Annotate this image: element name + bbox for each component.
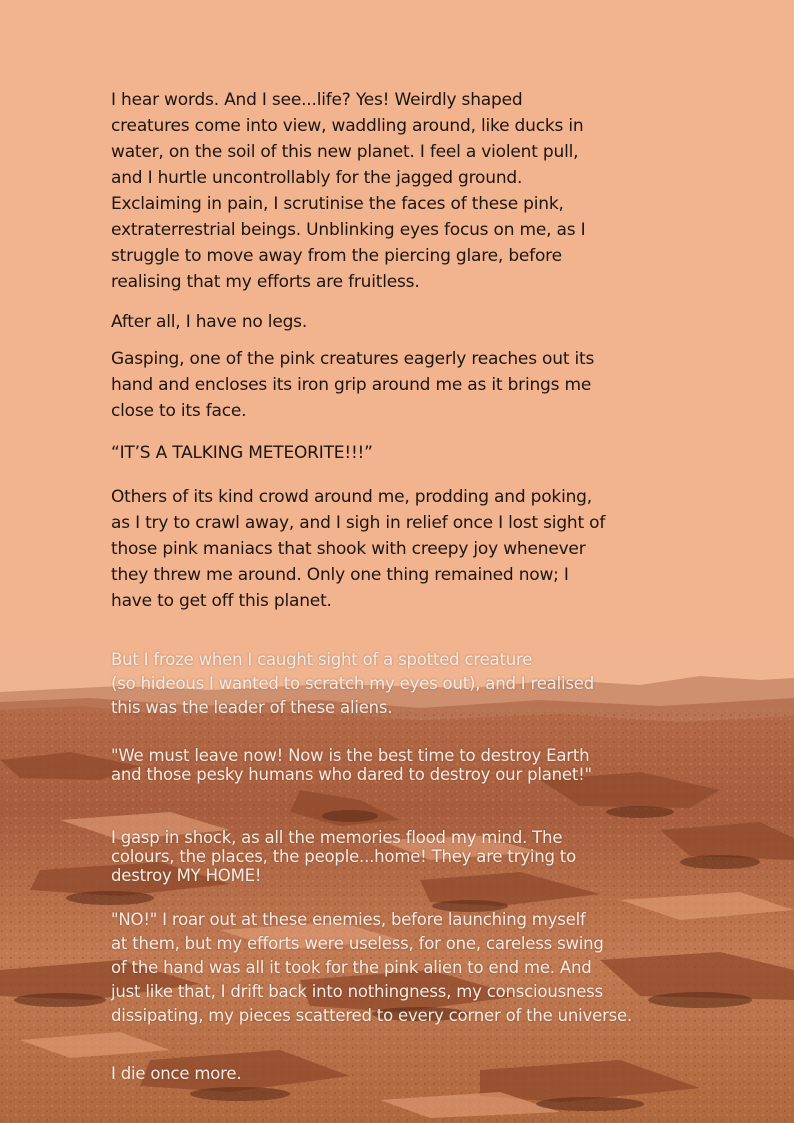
story-paragraph-7: "We must leave now! Now is the best time to destroy Earth and those pesky humans who dared to destroy our planet!"	[111, 746, 592, 784]
story-paragraph-5: Others of its kind crowd around me, prodding and poking, as I try to crawl away, and I sigh in relief once I lost sight of those pink maniacs that shook with creepy joy whenever they threw me around. Only one thing remained now; I have to get off this planet.	[111, 487, 606, 611]
story-paragraph-6: But I froze when I caught sight of a spotted creature (so hideous I wanted to scratch my eyes out), and I realised this was the leader of these aliens.	[111, 650, 594, 717]
story-paragraph-9: "NO!" I roar out at these enemies, before launching myself at them, but my efforts were useless, for one, careless swing of the hand was all it took for the pink alien to end me. And just like that, I drift back into nothingness, my consciousness dissipating, my pieces scattered to every corner of the universe.	[111, 910, 633, 1025]
story-paragraph-4: “IT’S A TALKING METEORITE!!!”	[111, 443, 373, 463]
story-paragraph-8: I gasp in shock, as all the memories flood my mind. The colours, the places, the people...home! They are trying to destroy MY HOME!	[111, 828, 576, 885]
story-paragraph-3: Gasping, one of the pink creatures eagerly reaches out its hand and encloses its iron grip around me as it brings me close to its face.	[111, 349, 595, 421]
story-paragraph-1: I hear words. And I see...life? Yes! Weirdly shaped creatures come into view, waddling around, like ducks in water, on the soil of this new planet. I feel a violent pull, and I hurtle uncontrollably for the jagged ground. Exclaiming in pain, I scrutinise the faces of these pink, extraterrestrial beings. Unblinking eyes focus on me, as I struggle to move away from the piercing glare, before realising that my efforts are fruitless.	[111, 90, 586, 292]
story-paragraph-2: After all, I have no legs.	[111, 312, 308, 332]
story-paragraph-10: I die once more.	[111, 1064, 242, 1083]
